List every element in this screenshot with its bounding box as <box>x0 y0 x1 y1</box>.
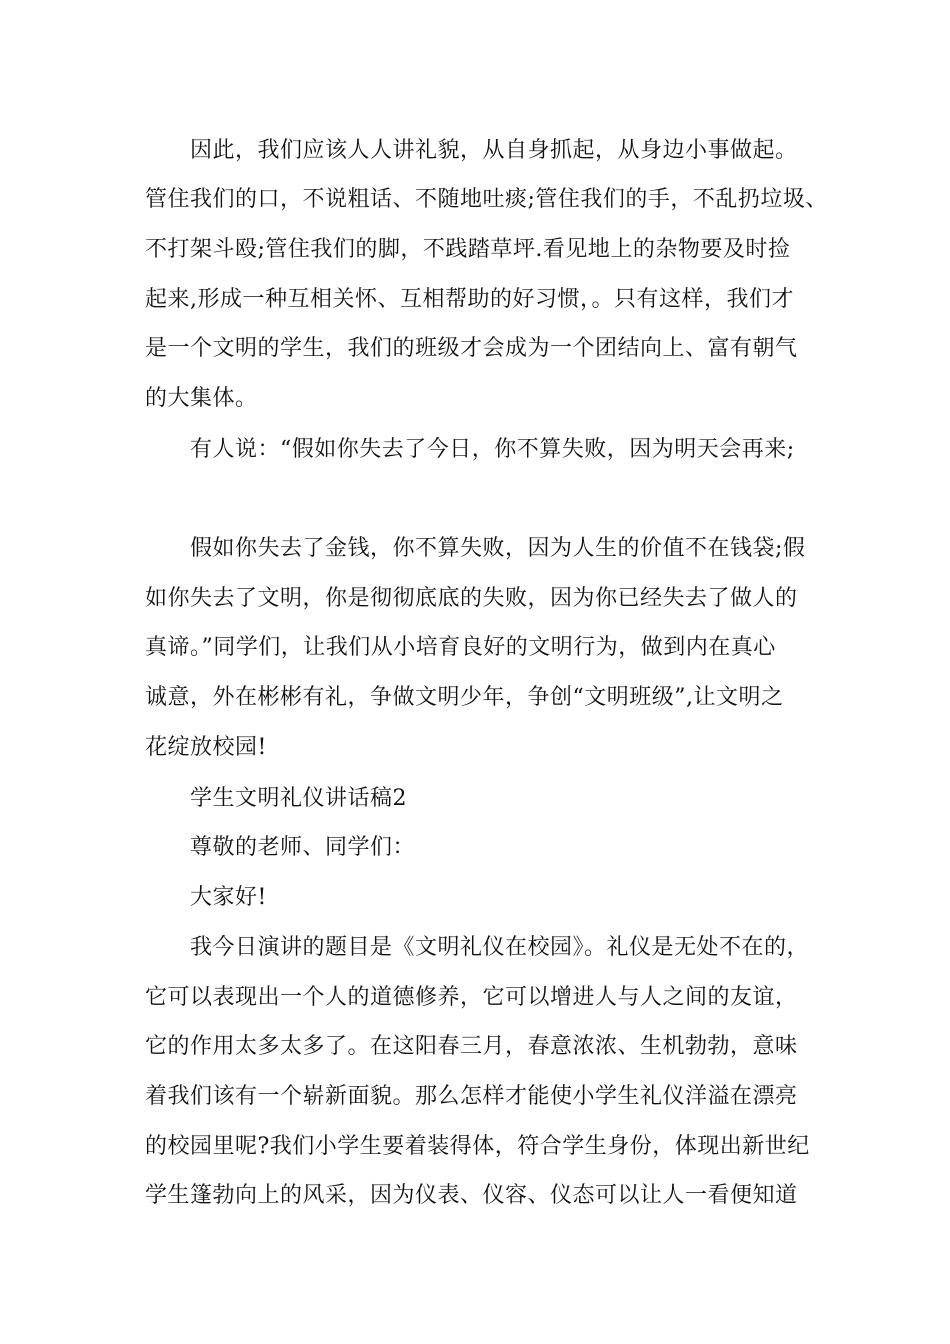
paragraph-line: 真谛。”同学们，让我们从小培育良好的文明行为，做到内在真心 <box>145 635 776 660</box>
paragraph-line: 着我们该有一个崭新面貌。那么怎样才能使小学生礼仪洋溢在漂亮 <box>145 1084 798 1109</box>
greeting: 大家好! <box>190 885 267 910</box>
paragraph-line: 我今日演讲的题目是《文明礼仪在校园》。礼仪是无处不在的， <box>190 935 810 960</box>
paragraph-line: 它的作用太多太多了。在这阳春三月，春意浓浓、生机勃勃，意味 <box>145 1034 798 1059</box>
paragraph-line: 起来,形成一种互相关怀、互相帮助的好习惯，。只有这样，我们才 <box>145 287 794 312</box>
paragraph-line: 是一个文明的学生，我们的班级才会成为一个团结向上、富有朝气 <box>145 336 798 361</box>
paragraph-line: 不打架斗殴;管住我们的脚，不践踏草坪.看见地上的杂物要及时捡 <box>145 237 791 262</box>
paragraph-line: 学生篷勃向上的风采，因为仪表、仪容、仪态可以让人一看便知道 <box>145 1183 798 1208</box>
salutation: 尊敬的老师、同学们： <box>190 835 416 860</box>
paragraph-line: 假如你失去了金钱，你不算失败，因为人生的价值不在钱袋;假 <box>190 536 806 561</box>
paragraph-line: 如你失去了文明，你是彻彻底底的失败，因为你已经失去了做人的 <box>145 586 798 611</box>
paragraph-line: 花绽放校园! <box>145 735 267 760</box>
paragraph-line: 它可以表现出一个人的道德修养，它可以增进人与人之间的友谊， <box>145 985 798 1010</box>
paragraph-line: 管住我们的口，不说粗话、不随地吐痰;管住我们的手，不乱扔垃圾、 <box>145 187 828 212</box>
paragraph-line: 的校园里呢?我们小学生要着装得体，符合学生身份，体现出新世纪 <box>145 1134 810 1159</box>
paragraph-line: 有人说：“假如你失去了今日，你不算失败，因为明天会再来; <box>190 437 795 462</box>
paragraph-line: 的大集体。 <box>145 386 258 411</box>
section-title: 学生文明礼仪讲话稿2 <box>190 786 407 811</box>
paragraph-line: 诚意，外在彬彬有礼，争做文明少年，争创“文明班级”,让文明之 <box>145 685 784 710</box>
paragraph-line: 因此，我们应该人人讲礼貌，从自身抓起，从身边小事做起。 <box>190 138 798 163</box>
